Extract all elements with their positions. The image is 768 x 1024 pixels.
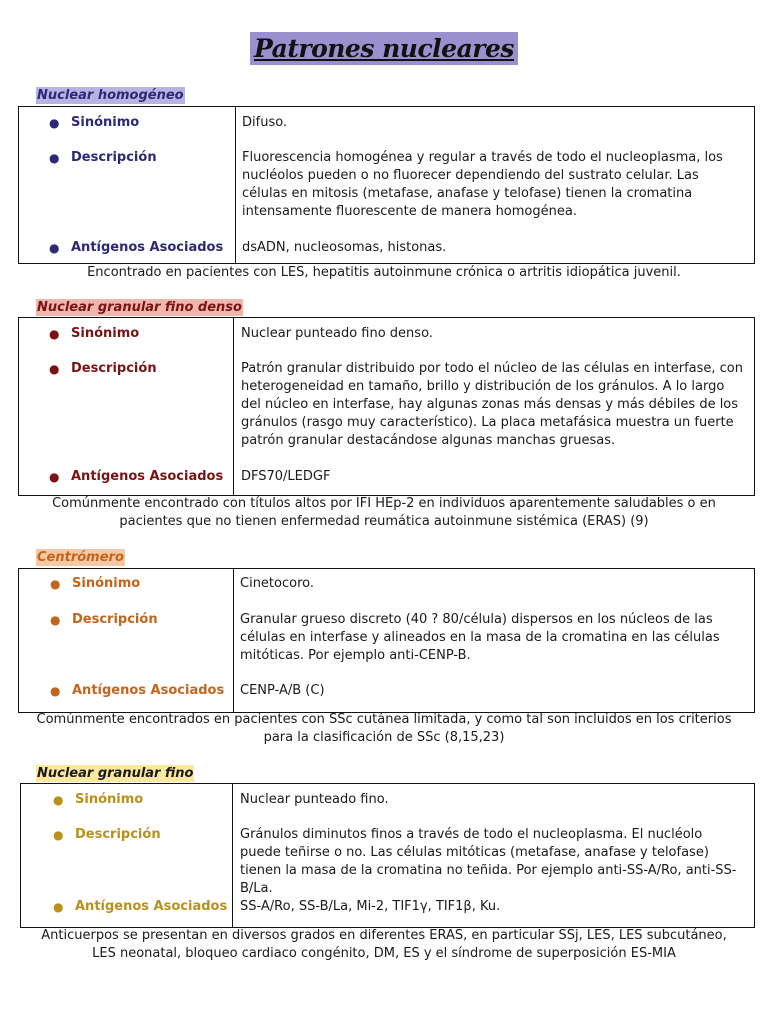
- row-label-antigenos: ● Antígenos Asociados: [50, 683, 225, 698]
- bullet-icon: ●: [49, 327, 60, 341]
- bullet-icon: ●: [49, 151, 60, 165]
- row-value-sinonimo: Nuclear punteado fino denso.: [241, 326, 433, 341]
- row-value-descripcion: Granular grueso discreto (40 ? 80/célula) dispersos en los núcleos de las células en interfase y alineados en la masa de la cromatina en las células mitóticas. Por ejemplo anti-CENP-B.: [240, 612, 720, 663]
- bullet-icon: ●: [50, 684, 61, 698]
- row-label-descripcion: ● Descripción: [53, 827, 161, 842]
- row-value-antigenos: DFS70/LEDGF: [241, 469, 331, 484]
- row-label-descripcion: ● Descripción: [49, 361, 157, 376]
- section-heading: Nuclear granular fino denso: [37, 300, 242, 315]
- row-label-antigenos: ● Antígenos Asociados: [49, 240, 224, 255]
- column-divider: [235, 107, 236, 263]
- row-value-descripcion: Fluorescencia homogénea y regular a través de todo el nucleoplasma, los nucléolos pueden o no fluorecer dependiendo del sustrato celular. Las células en mitosis (metafase, anafase y telofase) tienen la cromatina intensamente fluorescente de manera homogénea.: [242, 150, 723, 219]
- section-note: Anticuerpos se presentan en diversos grados en diferentes ERAS, en particular SSj, LES, LES subcutáneo, LES neonatal, bloqueo cardiaco congénito, DM, ES y el síndrome de superposición ES-MIA: [41, 928, 727, 961]
- pattern-table: [18, 568, 755, 713]
- row-label-sinonimo: ● Sinónimo: [49, 115, 140, 130]
- row-value-descripcion: Patrón granular distribuido por todo el núcleo de las células en interfase, con heterogeneidad en tamaño, brillo y distribución de los gránulos. A lo largo del núcleo en interfase, hay algunas zonas más densas y más débiles de los gránulos (rasgo muy característico). La placa metafásica muestra un fuerte patrón granular destacándose algunas manchas gruesas.: [241, 361, 743, 448]
- section-heading: Nuclear granular fino: [37, 766, 194, 781]
- section-note: Comúnmente encontrado con títulos altos por IFI HEp-2 en individuos aparentemente saludables o en pacientes que no tienen enfermedad reumática autoinmune sistémica (ERAS) (9): [52, 496, 716, 529]
- row-label-sinonimo: ● Sinónimo: [50, 576, 141, 591]
- row-label-descripcion: ● Descripción: [50, 612, 158, 627]
- row-value-antigenos: CENP-A/B (C): [240, 683, 325, 698]
- bullet-icon: ●: [49, 470, 60, 484]
- bullet-icon: ●: [49, 116, 60, 130]
- section-note: Encontrado en pacientes con LES, hepatitis autoinmune crónica o artritis idiopática juvenil.: [87, 265, 681, 280]
- bullet-icon: ●: [50, 613, 61, 627]
- section-heading: Centrómero: [37, 550, 124, 565]
- row-value-antigenos: dsADN, nucleosomas, histonas.: [242, 240, 447, 255]
- bullet-icon: ●: [53, 828, 64, 842]
- page-title-wrap: [0, 32, 768, 65]
- row-label-antigenos: ● Antígenos Asociados: [49, 469, 224, 484]
- row-label-descripcion: ● Descripción: [49, 150, 157, 165]
- row-label-sinonimo: ● Sinónimo: [53, 792, 144, 807]
- pattern-table: [20, 783, 755, 928]
- row-value-antigenos: SS-A/Ro, SS-B/La, Mi-2, TIF1γ, TIF1β, Ku.: [240, 899, 501, 914]
- row-value-descripcion: Gránulos diminutos finos a través de todo el nucleoplasma. El nucléolo puede teñirse o no. Las células mitóticas (metafase, anafase y telofase) tienen la masa de la cromatina no teñida. Por ejemplo anti-SS-A/Ro, anti-SS-B/La.: [240, 827, 737, 896]
- row-value-sinonimo: Difuso.: [242, 115, 288, 130]
- column-divider: [233, 318, 234, 495]
- row-label-antigenos: ● Antígenos Asociados: [53, 899, 228, 914]
- bullet-icon: ●: [49, 362, 60, 376]
- page-title: Patrones nucleares: [250, 32, 518, 65]
- bullet-icon: ●: [49, 241, 60, 255]
- pattern-table: [18, 317, 755, 496]
- row-value-sinonimo: Nuclear punteado fino.: [240, 792, 389, 807]
- bullet-icon: ●: [53, 793, 64, 807]
- column-divider: [232, 784, 233, 927]
- section-heading: Nuclear homogéneo: [37, 88, 184, 103]
- bullet-icon: ●: [53, 900, 64, 914]
- column-divider: [233, 569, 234, 712]
- section-note: Comúnmente encontrados en pacientes con SSc cutánea limitada, y como tal son incluidos en los criterios para la clasificación de SSc (8,15,23): [36, 712, 732, 745]
- row-label-sinonimo: ● Sinónimo: [49, 326, 140, 341]
- row-value-sinonimo: Cinetocoro.: [240, 576, 314, 591]
- bullet-icon: ●: [50, 577, 61, 591]
- pattern-table: [18, 106, 755, 264]
